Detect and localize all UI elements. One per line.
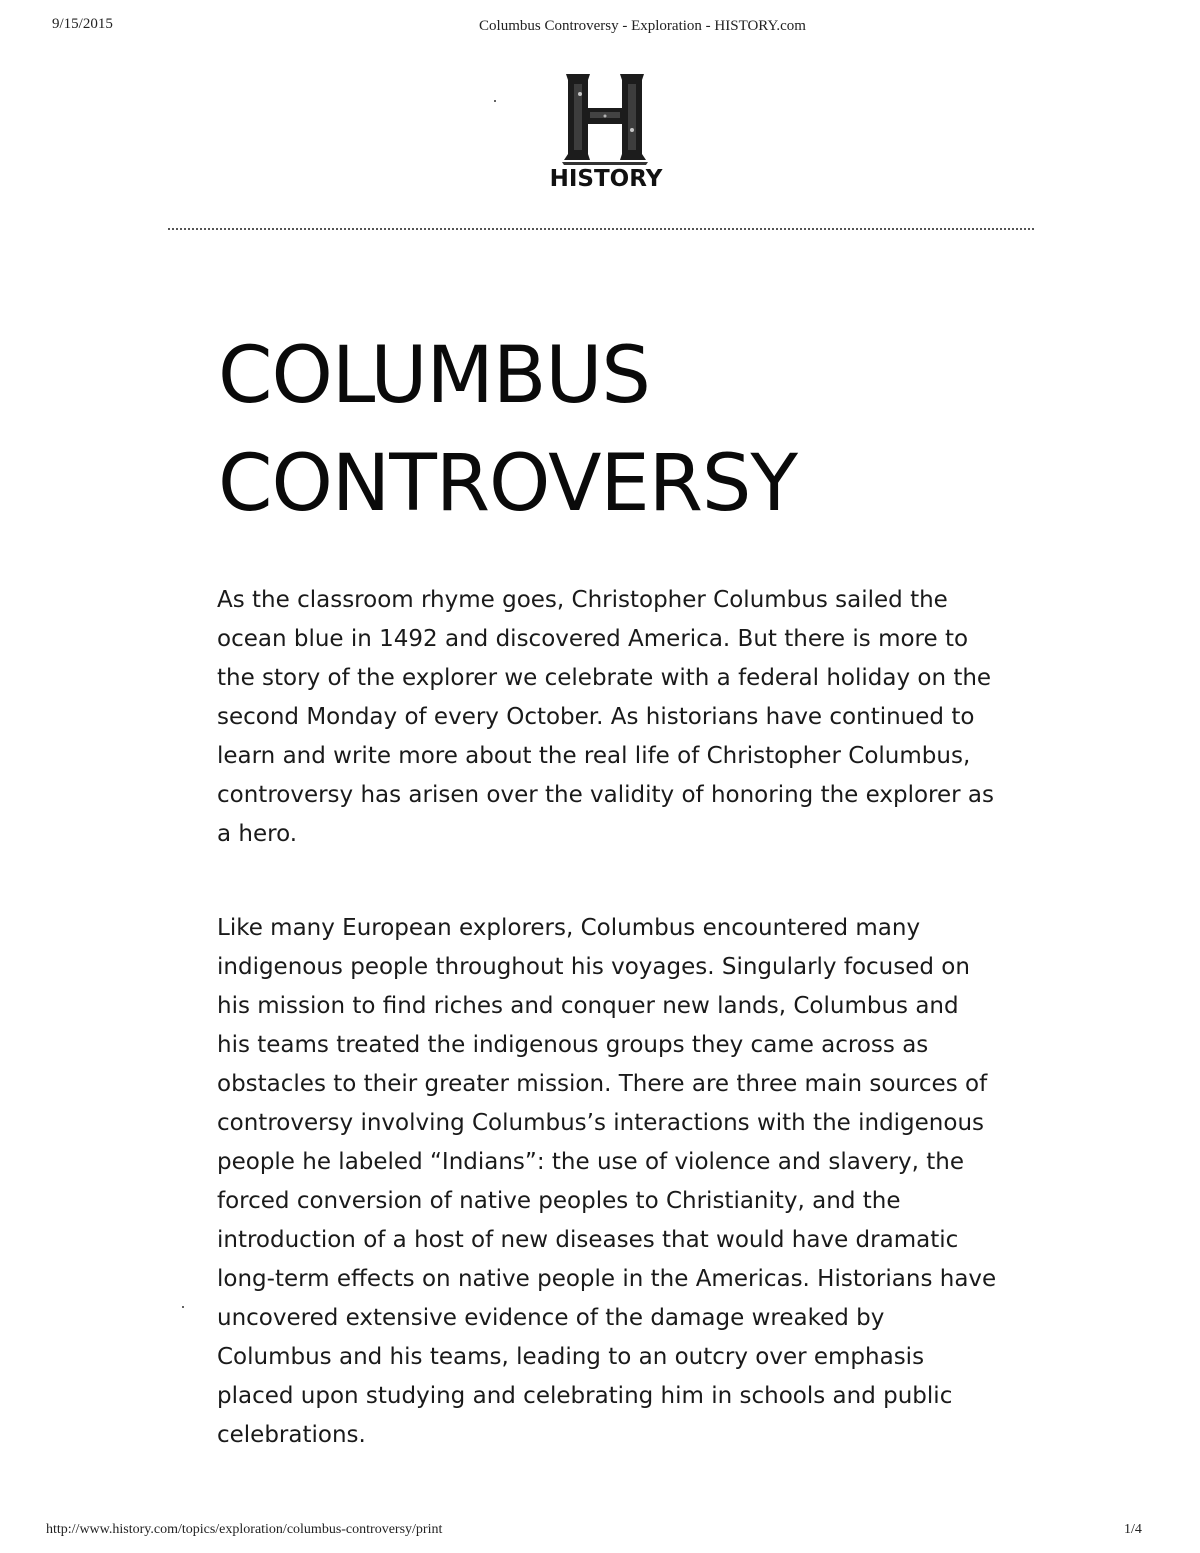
history-h-logo-icon	[560, 70, 650, 166]
history-logo-text: HISTORY	[549, 166, 663, 192]
history-logo[interactable]	[548, 70, 664, 194]
article-paragraph-1: As the classroom rhyme goes, Christopher Columbus sailed the ocean blue in 1492 and discovered America. But there is more to the story of the explorer we celebrate with a federal holiday on the second Monday of every October. As historians have continued to learn and write more about the real life of Christopher Columbus, controversy has arisen over the validity of honoring the explorer as a hero.	[217, 587, 994, 847]
article-paragraph-2: Like many European explorers, Columbus encountered many indigenous people throughout his voyages. Singularly focused on his mission to find riches and conquer new lands, Columbus and his teams treated the indigenous groups they came across as obstacles to their greater mission. There are three main sources of controversy involving Columbus’s interactions with the indigenous people he labeled “Indians”: the use of violence and slavery, the forced conversion of native peoples to Christianity, and the introduction of a host of new diseases that would have dramatic long-term effects on native people in the Americas. Historians have uncovered extensive evidence of the damage wreaked by Columbus and his teams, leading to an outcry over emphasis placed upon studying and celebrating him in schools and public celebrations.	[217, 915, 997, 1448]
print-date: 9/15/2015	[52, 16, 113, 32]
print-page-title: Columbus Controversy - Exploration - HISTORY.com	[479, 18, 806, 34]
article-title-line-2: CONTROVERSY	[218, 439, 798, 529]
print-url: http://www.history.com/topics/exploration/columbus-controversy/print	[46, 1522, 443, 1537]
article-title	[218, 322, 1018, 538]
header-divider	[168, 228, 1034, 230]
page-number: 1/4	[1124, 1522, 1142, 1537]
article-title-line-1: COLUMBUS	[218, 331, 650, 421]
print-header	[0, 16, 1200, 40]
scan-speck	[494, 100, 496, 102]
scan-speck	[182, 1306, 184, 1308]
